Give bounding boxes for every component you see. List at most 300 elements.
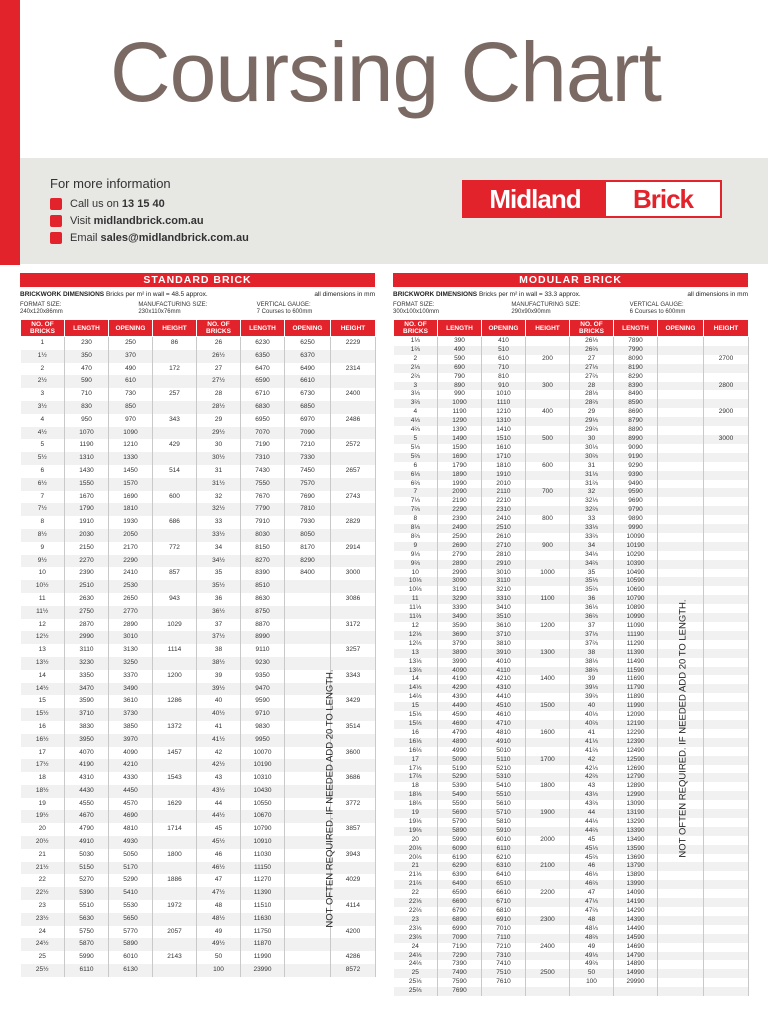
table-cell: 11990 [241,951,285,964]
table-cell [704,560,749,569]
table-cell [331,503,376,516]
modular-format [393,302,748,316]
table-cell: 5050 [109,849,153,862]
table-cell: 1210 [109,439,153,452]
table-cell: 4010 [482,658,526,667]
table-cell: 1310 [482,417,526,426]
table-cell: 5870 [65,938,109,951]
table-cell: 3970 [109,734,153,747]
table-cell: 14390 [614,916,658,925]
table-cell: 4330 [109,772,153,785]
table-cell: 28 [197,388,241,401]
table-cell [704,399,749,408]
table-row [394,542,749,551]
table-cell: 4070 [65,747,109,760]
table-cell: 2229 [331,337,376,350]
table-cell [153,785,197,798]
table-cell: 20 [21,823,65,836]
table-cell [526,667,570,676]
table-cell: 3⅔ [394,399,438,408]
standard-format-label: FORMAT SIZE: [20,302,62,308]
table-cell: 5710 [482,809,526,818]
modular-manufacturing-value: 290x90x90mm [511,309,551,315]
table-cell: 33⅔ [570,533,614,542]
table-row [394,800,749,809]
table-cell: 6310 [482,862,526,871]
table-cell: 5810 [482,818,526,827]
table-cell: 100 [570,978,614,987]
table-cell: 2 [21,363,65,376]
table-cell: 1310 [65,452,109,465]
table-cell: 27½ [197,375,241,388]
table-cell [658,560,704,569]
table-row [394,720,749,729]
table-cell: 8390 [614,382,658,391]
col-header: HEIGHT [331,320,376,337]
table-cell: 400 [526,408,570,417]
table-cell: 2690 [438,542,482,551]
table-cell: 1⅓ [394,337,438,346]
table-cell [526,934,570,943]
table-cell: 45 [197,823,241,836]
table-row [394,604,749,613]
info-label: For more information [50,176,171,191]
table-cell [285,964,331,977]
call-prefix: Call us on [70,198,119,210]
table-cell: 6610 [482,889,526,898]
table-cell [658,364,704,373]
table-cell: 857 [153,567,197,580]
table-row [394,444,749,453]
table-cell: 20⅓ [394,845,438,854]
table-cell: 3514 [331,721,376,734]
table-cell [704,497,749,506]
table-cell: 9710 [241,708,285,721]
table-cell: 686 [153,516,197,529]
table-cell: 47 [570,889,614,898]
table-cell: 7190 [241,439,285,452]
table-cell: 2490 [438,524,482,533]
table-cell: 5490 [438,791,482,800]
table-cell [704,729,749,738]
table-cell [526,720,570,729]
table-cell [704,756,749,765]
table-cell: 1900 [526,809,570,818]
table-cell: 12790 [614,773,658,782]
table-row [394,533,749,542]
table-cell: 16⅔ [394,747,438,756]
table-cell: 2650 [109,593,153,606]
table-cell: 2710 [482,542,526,551]
table-cell: 37½ [197,631,241,644]
table-cell: 9 [21,542,65,555]
table-cell: 8 [394,515,438,524]
table-cell: 36⅓ [570,604,614,613]
table-row [394,952,749,961]
table-cell [526,337,570,346]
visit-row[interactable] [50,215,204,227]
table-cell: 1800 [153,849,197,862]
col-header: NO. OF BRICKS [570,320,614,337]
table-cell: 3910 [482,649,526,658]
table-cell: 50 [570,969,614,978]
table-cell: 6470 [241,363,285,376]
table-row [394,738,749,747]
modular-manufacturing-label: MANUFACTURING SIZE: [511,302,581,308]
table-cell: 47 [197,874,241,887]
table-cell: 3772 [331,798,376,811]
table-cell: 32⅓ [570,497,614,506]
table-cell: 4710 [482,720,526,729]
table-cell: 45 [570,836,614,845]
table-cell: 5 [21,439,65,452]
standard-format [20,302,375,316]
table-cell: 10 [21,567,65,580]
table-cell: 10690 [614,586,658,595]
logo-part-2: Brick [606,182,720,216]
table-row [21,670,376,683]
table-cell: 1800 [526,782,570,791]
table-cell: 3830 [65,721,109,734]
table-cell: 28⅔ [570,399,614,408]
table-cell: 4550 [65,798,109,811]
table-cell: 14090 [614,889,658,898]
table-row [21,631,376,644]
table-cell [153,862,197,875]
table-cell: 3010 [109,631,153,644]
table-cell [658,862,704,871]
table-cell [704,480,749,489]
table-cell: 11⅓ [394,604,438,613]
standard-header: STANDARD BRICK [20,273,375,287]
table-cell: 2210 [482,497,526,506]
table-row [394,382,749,391]
table-cell: 19 [21,798,65,811]
table-cell [331,529,376,542]
table-row [21,849,376,862]
table-row [394,711,749,720]
table-row [394,435,749,444]
table-cell: 3490 [438,613,482,622]
table-cell: 27 [197,363,241,376]
table-row [394,960,749,969]
table-cell: 11½ [21,606,65,619]
table-cell [704,978,749,987]
table-cell: 30 [570,435,614,444]
table-cell [658,390,704,399]
table-cell: 25 [394,969,438,978]
table-cell [704,836,749,845]
table-cell: 690 [438,364,482,373]
email-icon [50,232,62,244]
table-cell [526,426,570,435]
table-cell: 2610 [482,533,526,542]
table-cell: 4490 [438,702,482,711]
table-cell: 43½ [197,785,241,798]
table-row [21,593,376,606]
standard-gauge-label: VERTICAL GAUGE: [256,302,311,308]
table-row [394,480,749,489]
table-cell: 2829 [331,516,376,529]
table-cell: 29⅔ [570,426,614,435]
table-cell [153,452,197,465]
table-cell: 3000 [704,435,749,444]
modular-dims-unit: all dimensions in mm [687,291,748,298]
table-cell: 22 [394,889,438,898]
table-cell [153,938,197,951]
table-row [394,640,749,649]
table-cell: 46⅔ [570,880,614,889]
table-cell: 15⅓ [394,711,438,720]
table-cell [153,836,197,849]
table-cell: 1330 [109,452,153,465]
table-cell: 1114 [153,644,197,657]
table-cell: 10790 [241,823,285,836]
table-cell: 46⅓ [570,871,614,880]
table-cell: 15½ [21,708,65,721]
table-cell: 8790 [614,417,658,426]
table-cell: 4810 [482,729,526,738]
table-cell [704,854,749,863]
table-cell: 10490 [614,569,658,578]
table-cell: 590 [65,375,109,388]
standard-format-value: 240x120x86mm [20,309,63,315]
table-row [394,346,749,355]
table-cell: 1⅔ [394,346,438,355]
table-cell: 3590 [438,622,482,631]
table-cell: 39 [197,670,241,683]
table-cell: 590 [438,355,482,364]
table-cell: 12⅔ [394,640,438,649]
table-cell: 7290 [438,952,482,961]
table-cell: 5090 [438,756,482,765]
email-row[interactable] [50,232,249,244]
table-cell: 21⅔ [394,880,438,889]
table-cell: 890 [438,382,482,391]
table-cell: 2770 [109,606,153,619]
table-cell: 9290 [614,462,658,471]
table-cell: 4670 [65,810,109,823]
table-cell: 7810 [285,503,331,516]
table-cell: 20½ [21,836,65,849]
table-row [394,497,749,506]
table-cell [658,453,704,462]
table-cell: 4930 [109,836,153,849]
table-cell: 10070 [241,747,285,760]
standard-dims-text: Bricks per m² in wall = 48.5 approx. [105,291,208,298]
table-row [21,427,376,440]
table-cell: 710 [65,388,109,401]
table-cell: 16⅓ [394,738,438,747]
table-cell: 6710 [241,388,285,401]
table-cell: 1710 [482,453,526,462]
table-cell: 1400 [526,675,570,684]
table-row [394,569,749,578]
table-cell [704,444,749,453]
table-cell: 7310 [482,952,526,961]
table-cell: 8490 [614,390,658,399]
table-cell: 31⅔ [570,480,614,489]
table-cell: 42½ [197,759,241,772]
table-cell: 31 [197,465,241,478]
table-cell: 30½ [197,452,241,465]
table-cell: 5770 [109,926,153,939]
table-cell: 5990 [438,836,482,845]
table-cell: 8510 [241,580,285,593]
table-row [21,951,376,964]
table-cell [526,373,570,382]
table-cell: 41⅓ [570,738,614,747]
table-cell: 8030 [241,529,285,542]
table-cell [704,934,749,943]
table-cell: 300 [526,382,570,391]
table-cell: 7090 [438,934,482,943]
table-cell: 500 [526,435,570,444]
table-cell: 1457 [153,747,197,760]
table-cell: 10910 [241,836,285,849]
table-cell: 27 [570,355,614,364]
table-cell: 3590 [65,695,109,708]
table-cell: 37 [570,622,614,631]
table-cell: 9⅔ [394,560,438,569]
table-cell: 17⅔ [394,773,438,782]
table-row [394,613,749,622]
table-row [21,555,376,568]
table-cell: 10890 [614,604,658,613]
table-cell: 12 [21,619,65,632]
table-row [394,987,749,996]
table-cell: 3350 [65,670,109,683]
table-cell [658,978,704,987]
table-row [21,375,376,388]
table-cell: 27⅔ [570,373,614,382]
table-cell: 1200 [526,622,570,631]
table-cell: 23⅓ [394,925,438,934]
col-header: NO. OF BRICKS [21,320,65,337]
table-cell: 6⅓ [394,471,438,480]
table-cell: 6970 [285,414,331,427]
table-cell: 1990 [438,480,482,489]
table-cell: 8590 [614,399,658,408]
table-cell: 9890 [614,515,658,524]
table-cell [704,987,749,996]
table-cell: 17 [394,756,438,765]
table-cell: 1390 [438,426,482,435]
table-cell: 10½ [21,580,65,593]
table-cell: 4430 [65,785,109,798]
table-row [394,399,749,408]
col-header: OPENING [482,320,526,337]
table-cell: 9230 [241,657,285,670]
table-cell: 31⅓ [570,471,614,480]
col-header: OPENING [109,320,153,337]
table-cell: 4690 [438,720,482,729]
table-cell: 38 [570,649,614,658]
table-cell: 23 [394,916,438,925]
table-cell: 1910 [482,471,526,480]
table-cell: 3610 [482,622,526,631]
table-row [21,478,376,491]
table-cell: 10790 [614,595,658,604]
table-cell [153,350,197,363]
table-row [21,644,376,657]
table-row [394,809,749,818]
table-cell: 36 [570,595,614,604]
table-cell: 4510 [482,702,526,711]
table-row [21,734,376,747]
table-cell: 2170 [109,542,153,555]
table-cell: 4910 [65,836,109,849]
table-row [394,978,749,987]
table-cell [704,337,749,346]
table-cell: 1500 [526,702,570,711]
table-cell: 21 [21,849,65,862]
standard-dims-unit: all dimensions in mm [314,291,375,298]
table-cell: 370 [109,350,153,363]
table-cell: 6390 [438,871,482,880]
table-cell [526,364,570,373]
table-cell [704,916,749,925]
table-row [394,747,749,756]
table-cell [526,818,570,827]
table-cell: 2314 [331,363,376,376]
table-cell: 43⅓ [570,791,614,800]
table-cell [658,934,704,943]
table-cell: 5⅔ [394,453,438,462]
call-row[interactable] [50,198,165,210]
table-cell: 5290 [109,874,153,887]
table-cell: 18⅓ [394,791,438,800]
table-cell: 14 [21,670,65,683]
table-cell [153,683,197,696]
table-cell: 16 [394,729,438,738]
table-cell: 44 [197,798,241,811]
table-cell: 257 [153,388,197,401]
table-cell: 20 [394,836,438,845]
table-cell: 7070 [241,427,285,440]
table-cell: 2100 [526,862,570,871]
table-cell: 1½ [21,350,65,363]
table-row [394,693,749,702]
table-cell: 1110 [482,399,526,408]
table-cell: 50 [197,951,241,964]
table-cell: 4190 [438,675,482,684]
table-cell: 3090 [438,577,482,586]
table-cell: 2190 [438,497,482,506]
table-cell: 5170 [109,862,153,875]
standard-vertical-note: NOT OFTEN REQUIRED. IF NEEDED ADD 20 TO LENGTH. [324,668,336,928]
table-cell [658,426,704,435]
table-cell [153,913,197,926]
table-cell [153,887,197,900]
table-cell: 3730 [109,708,153,721]
table-cell: 17½ [21,759,65,772]
table-cell: 5110 [482,756,526,765]
table-cell [704,738,749,747]
table-cell: 11190 [614,631,658,640]
table-row [21,938,376,951]
table-cell: 9½ [21,555,65,568]
table-row [394,622,749,631]
table-cell: 410 [482,337,526,346]
col-header: OPENING [285,320,331,337]
table-cell: 5590 [438,800,482,809]
table-cell: 3210 [482,586,526,595]
table-cell [658,960,704,969]
table-cell [658,373,704,382]
table-row [394,551,749,560]
table-cell [331,708,376,721]
